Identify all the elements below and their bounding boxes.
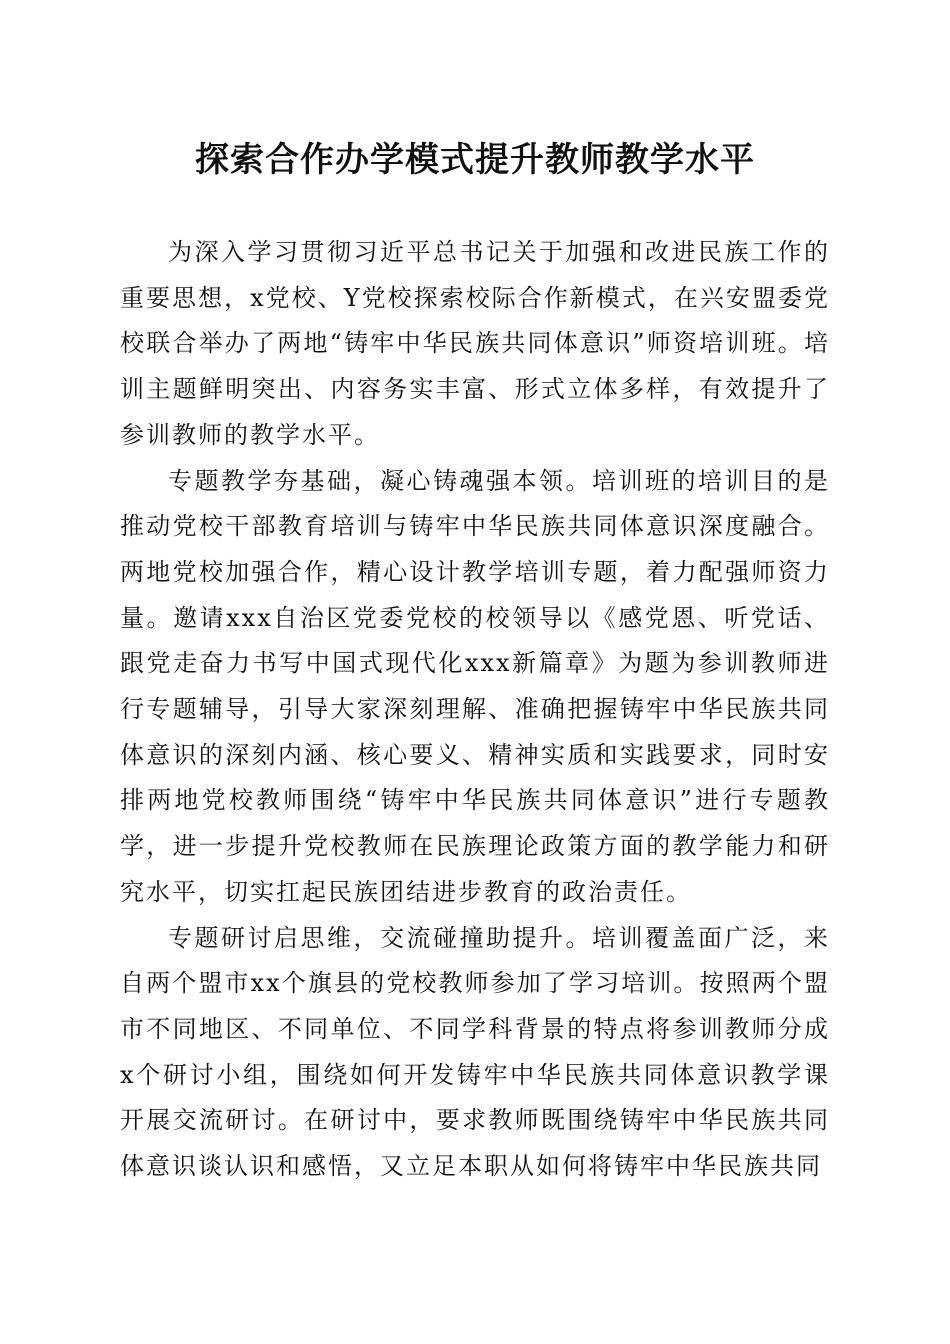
paragraph-intro: 为深入学习贯彻习近平总书记关于加强和改进民族工作的重要思想，x党校、Y党校探索校际合作新模式，在兴安盟委党校联合举办了两地“铸牢中华民族共同体意识”师资培训班。培训主题鲜明突出、内容务实丰富、形式立体多样，有效提升了参训教师的教学水平。: [120, 238, 830, 449]
document-title: 探索合作办学模式提升教师教学水平: [195, 140, 755, 180]
paragraph-seminar: 专题研讨启思维，交流碰撞助提升。培训覆盖面广泛，来自两个盟市xx个旗县的党校教师参加了学习培训。按照两个盟市不同地区、不同单位、不同学科背景的特点将参训教师分成x个研讨小组，围绕如何开发铸牢中华民族共同体意识教学课开展交流研讨。在研讨中，要求教师既围绕铸牢中华民族共同体意识谈认识和感悟，又立足本职从如何将铸牢中华民族共同: [120, 923, 830, 1181]
paragraph-teaching: 专题教学夯基础，凝心铸魂强本领。培训班的培训目的是推动党校干部教育培训与铸牢中华民族共同体意识深度融合。两地党校加强合作，精心设计教学培训专题，着力配强师资力量。邀请xxx自治区党委党校的校领导以《感党恩、听党话、跟党走奋力书写中国式现代化xxx新篇章》为题为参训教师进行专题辅导，引导大家深刻理解、准确把握铸牢中华民族共同体意识的深刻内涵、核心要义、精神实质和实践要求，同时安排两地党校教师围绕“铸牢中华民族共同体意识”进行专题教学，进一步提升党校教师在民族理论政策方面的教学能力和研究水平，切实扛起民族团结进步教育的政治责任。: [120, 466, 830, 906]
document-body: [120, 230, 830, 1190]
